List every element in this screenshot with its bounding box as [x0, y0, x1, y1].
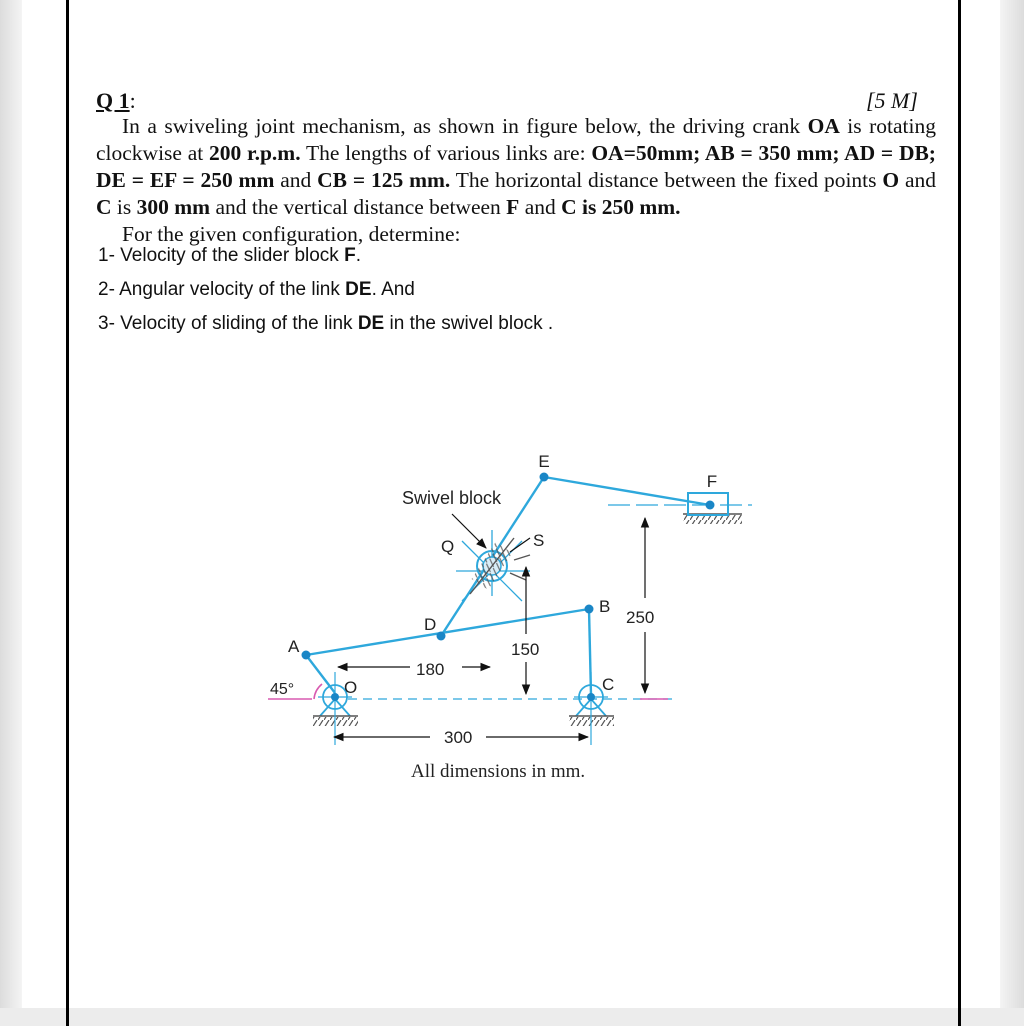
joint-C — [587, 693, 595, 701]
label-B: B — [599, 597, 611, 616]
swivel-leader-arrow — [452, 514, 486, 548]
list-item: 1- Velocity of the slider block F. — [98, 245, 361, 266]
joint-O — [331, 693, 339, 701]
label-O: O — [344, 678, 358, 697]
question-number: Q 1: — [96, 88, 136, 113]
swivel-block — [456, 530, 530, 601]
question-marks: [5 M] — [866, 88, 918, 113]
label-D: D — [424, 615, 437, 634]
link-EF — [544, 477, 710, 505]
joint-A — [302, 651, 311, 660]
label-E: E — [538, 452, 550, 471]
joint-D — [437, 632, 446, 641]
label-S: S — [533, 531, 545, 550]
joint-E — [540, 473, 549, 482]
dim-150-label: 150 — [511, 640, 540, 659]
links — [306, 477, 710, 695]
dim-250-label: 250 — [626, 608, 655, 627]
dim-300-label: 300 — [444, 728, 473, 747]
label-F: F — [706, 472, 718, 491]
figure-caption: All dimensions in mm. — [411, 761, 586, 782]
problem-text: In a swiveling joint mechanism, as shown in figure below, the driving crank OA is rotating clockwise at 200 r.p.m. The lengths of various links are: OA=50mm; AB = 350 mm; AD = DB; DE = EF = 250 mm and CB = 125 mm. The horizontal distance between the fixed points O and C is 300 mm and the vertical distance between F and C is 250 mm. — [96, 114, 937, 219]
dim-180-label: 180 — [416, 660, 445, 679]
prompt-text: For the given configuration, determine: — [122, 222, 461, 246]
label-A: A — [288, 637, 300, 656]
label-C: C — [602, 675, 615, 694]
label-Q: Q — [441, 537, 455, 556]
label-swivel-block: Swivel block — [402, 488, 502, 508]
joint-F — [706, 501, 715, 510]
list-item: 2- Angular velocity of the link DE. And — [98, 279, 415, 300]
link-OA — [306, 655, 335, 693]
list-item: 3- Velocity of sliding of the link DE in the swivel block . — [98, 313, 554, 334]
angle-label: 45° — [270, 681, 295, 698]
link-AB — [306, 609, 589, 655]
joint-B — [585, 605, 594, 614]
